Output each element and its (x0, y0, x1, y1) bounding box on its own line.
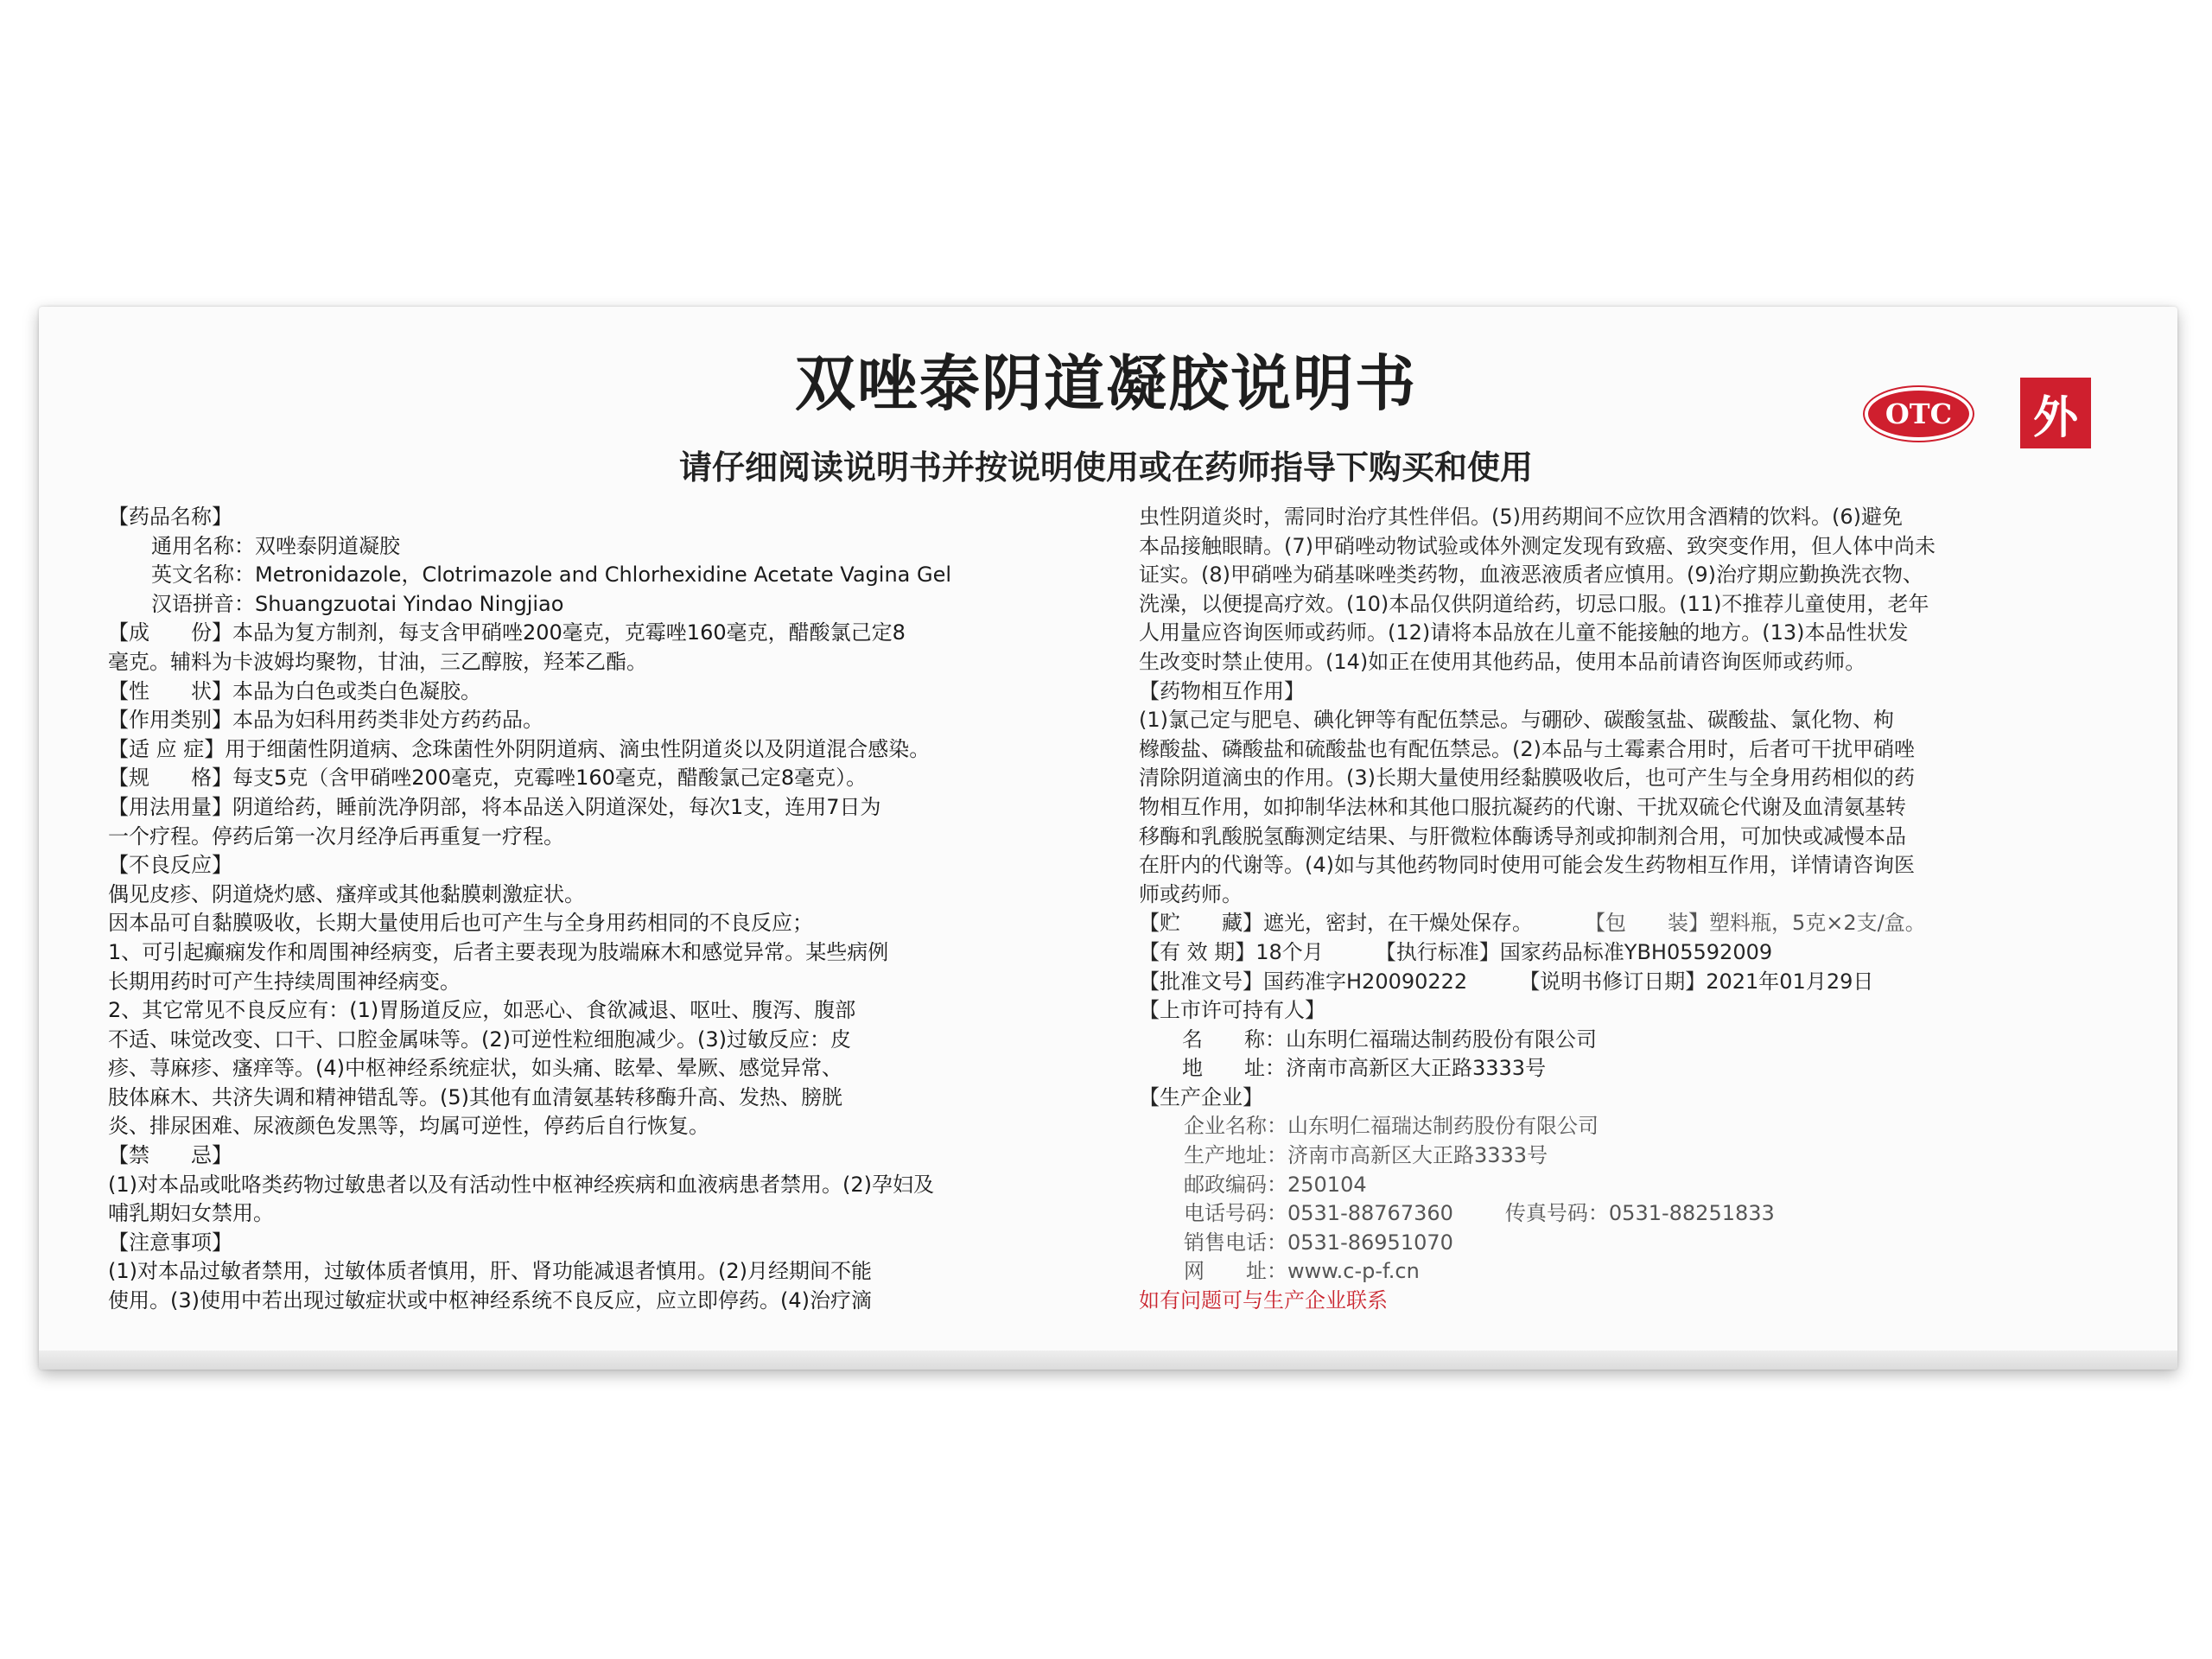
precautions-line: 人用量应咨询医师或药师。(12)请将本品放在儿童不能接触的地方。(13)本品性状发 (1139, 620, 1909, 645)
adverse-line: 疹、荨麻疹、瘙痒等。(4)中枢神经系统症状，如头痛、眩晕、晕厥、感觉异常、 (108, 1056, 842, 1081)
adverse-line: 肢体麻木、共济失调和精神错乱等。(5)其他有血清氨基转移酶升高、发热、膀胱 (108, 1084, 842, 1109)
manufacturer-sales: 销售电话：0531-86951070 (1184, 1230, 1453, 1255)
precautions-line: 使用。(3)使用中若出现过敏症状或中枢神经系统不良反应，应立即停药。(4)治疗滴 (108, 1288, 872, 1313)
interactions-line: 橼酸盐、磷酸盐和硫酸盐也有配伍禁忌。(2)本品与土霉素合用时，后者可干扰甲硝唑 (1139, 736, 1915, 761)
dosage-line: 【用法用量】阴道给药，睡前洗净阴部，将本品送入阴道深处，每次1支，连用7日为 (108, 794, 881, 819)
precautions-line: 洗澡，以便提高疗效。(10)本品仅供阴道给药，切忌口服。(11)不推荐儿童使用，老年 (1139, 591, 1929, 616)
adverse-line: 不适、味觉改变、口干、口腔金属味等。(2)可逆性粒细胞减少。(3)过敏反应：皮 (108, 1027, 851, 1052)
holder-name: 名 称：山东明仁福瑞达制药股份有限公司 (1182, 1027, 1597, 1052)
validity-line (1139, 938, 2102, 968)
package-text: 【包 装】塑料瓶，5克×2支/盒。 (1585, 911, 1926, 936)
manufacturer-website: 网 址：www.c-p-f.cn (1184, 1259, 1420, 1284)
appearance-line: 【性 状】本品为白色或类白色凝胶。 (108, 678, 481, 703)
standard-text: 【执行标准】国家药品标准YBH05592009 (1375, 939, 1773, 964)
contraindications-line: (1)对本品或吡咯类药物过敏患者以及有活动性中枢神经疾病和血液病患者禁用。(2)孕妇及 (108, 1172, 934, 1197)
document-subtitle: 请仔细阅读说明书并按说明使用或在药师指导下购买和使用 (678, 448, 1533, 486)
otc-badge-icon: OTC (1865, 387, 1973, 441)
approval-text: 【批准文号】国药准字H20090222 (1139, 969, 1468, 994)
storage-text: 【贮 藏】遮光，密封，在干燥处保存。 (1139, 911, 1533, 936)
generic-name: 通用名称：双唑泰阴道凝胶 (151, 533, 400, 558)
section-heading-adverse: 【不良反应】 (108, 853, 232, 878)
document-title: 双唑泰阴道凝胶说明书 (795, 348, 1417, 419)
precautions-line: 生改变时禁止使用。(14)如正在使用其他药品，使用本品前请咨询医师或药师。 (1139, 649, 1866, 674)
adverse-line: 因本品可自黏膜吸收，长期大量使用后也可产生与全身用药相同的不良反应； (108, 911, 813, 936)
storage-line (1139, 909, 2102, 938)
contraindications-line: 哺乳期妇女禁用。 (108, 1201, 274, 1226)
category-line: 【作用类别】本品为妇科用药类非处方药药品。 (108, 708, 543, 733)
section-heading-holder: 【上市许可持有人】 (1139, 998, 1325, 1023)
ingredients-line: 【成 份】本品为复方制剂，每支含甲硝唑200毫克，克霉唑160毫克，醋酸氯己定8 (108, 620, 906, 645)
validity-text: 【有 效 期】18个月 (1139, 939, 1324, 964)
manufacturer-phone: 电话号码：0531-88767360 (1184, 1201, 1453, 1226)
right-column (1139, 503, 2102, 1316)
precautions-line: (1)对本品过敏者禁用，过敏体质者慎用，肝、肾功能减退者慎用。(2)月经期间不能 (108, 1259, 872, 1284)
adverse-line: 1、可引起癫痫发作和周围神经病变，后者主要表现为肢端麻木和感觉异常。某些病例 (108, 939, 889, 964)
specification-line: 【规 格】每支5克（含甲硝唑200毫克，克霉唑160毫克，醋酸氯己定8毫克）。 (108, 766, 868, 791)
precautions-line: 证实。(8)甲硝唑为硝基咪唑类药物，血液恶液质者应慎用。(9)治疗期应勤换洗衣物、 (1139, 563, 1923, 588)
manufacturer-address: 生产地址：济南市高新区大正路3333号 (1184, 1143, 1548, 1168)
interactions-line: 师或药师。 (1139, 881, 1243, 906)
manufacturer-postcode: 邮政编码：250104 (1184, 1172, 1367, 1197)
adverse-line: 长期用药时可产生持续周围神经病变。 (108, 969, 461, 994)
interactions-line: 在肝内的代谢等。(4)如与其他药物同时使用可能会发生药物相互作用，详情请咨询医 (1139, 853, 1915, 878)
left-column (108, 503, 1110, 1316)
interactions-line: 移酶和乳酸脱氢酶测定结果、与肝微粒体酶诱导剂或抑制剂合用，可加快或减慢本品 (1139, 823, 1906, 849)
approval-line (1139, 968, 2102, 997)
manufacturer-phone-line (1139, 1199, 2102, 1229)
revision-date-text: 【说明书修订日期】2021年01月29日 (1519, 969, 1874, 994)
indications-line: 【适 应 症】用于细菌性阴道病、念珠菌性外阴阴道病、滴虫性阴道炎以及阴道混合感染。 (108, 736, 931, 761)
holder-address: 地 址：济南市高新区大正路3333号 (1182, 1056, 1547, 1081)
english-name: 英文名称：Metronidazole，Clotrimazole and Chlorhexidine Acetate Vagina Gel (151, 563, 952, 588)
interactions-line: 清除阴道滴虫的作用。(3)长期大量使用经黏膜吸收后，也可产生与全身用药相似的药 (1139, 766, 1915, 791)
precautions-line: 虫性阴道炎时，需同时治疗其性伴侣。(5)用药期间不应饮用含酒精的饮料。(6)避免 (1139, 505, 1903, 529)
interactions-line: 物相互作用，如抑制华法林和其他口服抗凝药的代谢、干扰双硫仑代谢及血清氨基转 (1139, 794, 1906, 819)
manufacturer-name: 企业名称：山东明仁福瑞达制药股份有限公司 (1184, 1114, 1599, 1139)
precautions-line: 本品接触眼睛。(7)甲硝唑动物试验或体外测定发现有致癌、致突变作用，但人体中尚未 (1139, 533, 1936, 558)
adverse-line: 炎、排尿困难、尿液颜色发黑等，均属可逆性，停药后自行恢复。 (108, 1114, 709, 1139)
manufacturer-fax: 传真号码：0531-88251833 (1504, 1201, 1775, 1226)
section-heading-interactions: 【药物相互作用】 (1139, 678, 1305, 703)
adverse-line: 2、其它常见不良反应有：(1)胃肠道反应，如恶心、食欲减退、呕吐、腹泻、腹部 (108, 998, 856, 1023)
section-heading-precautions: 【注意事项】 (108, 1230, 232, 1255)
external-use-badge-icon: 外 (2020, 378, 2091, 448)
adverse-line: 偶见皮疹、阴道烧灼感、瘙痒或其他黏膜刺激症状。 (108, 881, 585, 906)
section-heading-manufacturer: 【生产企业】 (1139, 1084, 1263, 1109)
ingredients-line: 毫克。辅料为卡波姆均聚物，甘油，三乙醇胺，羟苯乙酯。 (108, 649, 647, 674)
dosage-line: 一个疗程。停药后第一次月经净后再重复一疗程。 (108, 823, 564, 849)
card-edge (39, 1351, 2177, 1370)
section-heading-name: 【药品名称】 (108, 505, 232, 529)
pinyin-name: 汉语拼音：Shuangzuotai Yindao Ningjiao (151, 591, 564, 616)
interactions-line: (1)氯己定与肥皂、碘化钾等有配伍禁忌。与硼砂、碳酸氢盐、碳酸盐、氯化物、枸 (1139, 708, 1894, 733)
section-heading-contraindications: 【禁 忌】 (108, 1143, 232, 1168)
contact-note: 如有问题可与生产企业联系 (1139, 1288, 1388, 1313)
